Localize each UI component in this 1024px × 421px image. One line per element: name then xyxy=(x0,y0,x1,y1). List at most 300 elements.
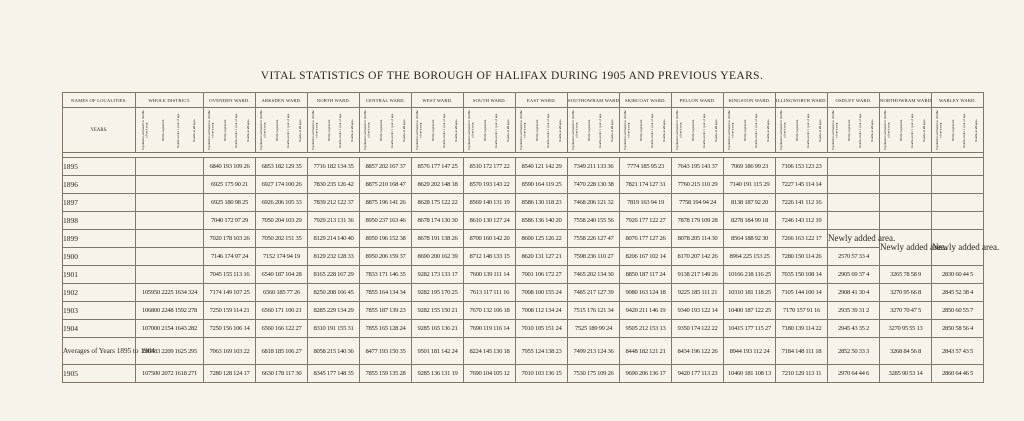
data-cell: 7250 156 106 14 xyxy=(204,320,256,338)
years-header: YEARS. xyxy=(63,108,136,153)
data-cell xyxy=(828,158,880,176)
data-cell: 2830 60 44 5 xyxy=(932,266,984,284)
ward-header: SKIRCOAT WARD. xyxy=(620,93,672,108)
data-cell: 7010 103 136 15 xyxy=(516,365,568,383)
data-cell: 9340 193 122 14 xyxy=(672,302,724,320)
column-label: Births registered. xyxy=(430,119,435,141)
data-cell: 7063 169 103 22 xyxy=(204,338,256,365)
column-label: Population estimated to middle of each year. xyxy=(571,110,579,150)
data-cell: 7515 176 121 34 xyxy=(568,302,620,320)
year-cell: 1897 xyxy=(63,194,136,212)
data-cell: 7266 163 122 17 xyxy=(776,230,828,248)
data-cell: 7210 129 113 11 xyxy=(776,365,828,383)
year-cell: 1904 xyxy=(63,320,136,338)
column-label: Births registered. xyxy=(898,119,903,141)
column-label: Population estimated to middle of each year. xyxy=(311,110,319,150)
column-label: Births registered. xyxy=(690,119,695,141)
column-label: Births registered. xyxy=(794,119,799,141)
data-cell: 7280 150 114 26 xyxy=(776,248,828,266)
data-cell: 10415 177 115 27 xyxy=(724,320,776,338)
data-cell: 6853 182 129 35 xyxy=(256,158,308,176)
ward-subheaders xyxy=(464,108,516,153)
data-cell: 8875 210 168 47 xyxy=(360,176,412,194)
table-row xyxy=(63,230,984,248)
ward-header: CENTRAL WARD. xyxy=(360,93,412,108)
data-cell: 6560 166 122 27 xyxy=(256,320,308,338)
data-cell: 7855 164 134 34 xyxy=(360,284,412,302)
data-cell: 6560 185 77 26 xyxy=(256,284,308,302)
column-label: Population estimated to middle of each year. xyxy=(467,110,475,150)
table-row xyxy=(63,320,984,338)
data-cell: 6540 187 104 28 xyxy=(256,266,308,284)
data-cell: 8576 177 147 25 xyxy=(412,158,464,176)
ward-header: NORTH WARD. xyxy=(308,93,360,108)
column-label: Population estimated to middle of each year. xyxy=(623,110,631,150)
column-label: Births registered. xyxy=(846,119,851,141)
data-cell: 8165 228 167 29 xyxy=(308,266,360,284)
data-cell: 7499 213 124 36 xyxy=(568,338,620,365)
data-cell: 6925 175 90 21 xyxy=(204,176,256,194)
ward-header: WEST WARD. xyxy=(412,93,464,108)
data-cell: 7140 191 115 29 xyxy=(724,176,776,194)
data-cell: 10310 181 118 25 xyxy=(724,284,776,302)
data-cell: 9138 217 149 26 xyxy=(672,266,724,284)
column-label: Population estimated to middle of each year. xyxy=(519,110,527,150)
data-cell: 9420 177 113 23 xyxy=(672,365,724,383)
ward-subheaders xyxy=(672,108,724,153)
data-cell: 6560 171 100 21 xyxy=(256,302,308,320)
data-cell: 2850 58 56 4 xyxy=(932,320,984,338)
data-cell: 8076 177 127 26 xyxy=(620,230,672,248)
data-cell: 7008 112 134 24 xyxy=(516,302,568,320)
data-cell: 7690 119 116 14 xyxy=(464,320,516,338)
data-cell: 8678 191 138 26 xyxy=(412,230,464,248)
vital-statistics-table xyxy=(62,92,1000,383)
column-label: Population estimated to middle of each year. xyxy=(207,110,215,150)
column-label: Deaths at all ages. xyxy=(402,118,407,142)
data-cell: 7069 186 99 23 xyxy=(724,158,776,176)
data-cell: 107000 2154 1643 282 xyxy=(136,320,204,338)
data-cell: 7020 178 103 26 xyxy=(204,230,256,248)
year-cell: 1898 xyxy=(63,212,136,230)
table-row xyxy=(63,338,984,365)
data-cell: 10166 218 116 25 xyxy=(724,266,776,284)
column-label: Births registered. xyxy=(742,119,747,141)
data-cell: 7280 128 124 17 xyxy=(204,365,256,383)
data-cell: 8310 191 155 31 xyxy=(308,320,360,338)
data-cell: 2843 57 43 5 xyxy=(932,338,984,365)
column-label: Population estimated to middle of each year. xyxy=(831,110,839,150)
ward-header: PELLON WARD. xyxy=(672,93,724,108)
data-cell: 7670 132 106 18 xyxy=(464,302,516,320)
column-label: Births registered. xyxy=(950,119,955,141)
column-label: Deaths under 1 year of age. xyxy=(286,112,291,148)
data-cell: 8569 140 131 19 xyxy=(464,194,516,212)
column-label: Deaths under 1 year of age. xyxy=(962,112,967,148)
column-label: Births registered. xyxy=(326,119,331,141)
year-cell: 1903 xyxy=(63,302,136,320)
data-cell: 8510 172 177 22 xyxy=(464,158,516,176)
data-cell: 6926 206 105 33 xyxy=(256,194,308,212)
data-cell: 7045 155 113 16 xyxy=(204,266,256,284)
ward-subheaders xyxy=(932,108,984,153)
data-cell: 7821 174 127 31 xyxy=(620,176,672,194)
data-cell: 9505 212 153 13 xyxy=(620,320,672,338)
data-cell: 8712 148 133 15 xyxy=(464,248,516,266)
data-cell: 7878 179 109 28 xyxy=(672,212,724,230)
data-cell: 2570 57 33 4 xyxy=(828,248,880,266)
column-label: Deaths under 1 year of age. xyxy=(650,112,655,148)
ward-header: SOUTH WARD. xyxy=(464,93,516,108)
data-cell xyxy=(136,212,204,230)
data-cell: 8058 215 140 36 xyxy=(308,338,360,365)
data-cell: 7558 226 127 47 xyxy=(568,230,620,248)
column-label: Births registered. xyxy=(274,119,279,141)
column-label: Deaths at all ages. xyxy=(974,118,979,142)
year-cell: 1905 xyxy=(63,365,136,383)
data-cell: 6840 193 109 26 xyxy=(204,158,256,176)
column-label: Births registered. xyxy=(222,119,227,141)
table-row xyxy=(63,266,984,284)
year-cell: 1895 xyxy=(63,158,136,176)
data-cell: 6818 185 106 27 xyxy=(256,338,308,365)
data-cell: 2852 50 33 3 xyxy=(828,338,880,365)
data-cell: 7106 153 123 23 xyxy=(776,158,828,176)
table-row xyxy=(63,176,984,194)
data-cell: 7929 213 131 36 xyxy=(308,212,360,230)
data-cell: 7855 159 135 28 xyxy=(360,365,412,383)
data-cell: 8586 136 140 20 xyxy=(516,212,568,230)
ward-subheaders xyxy=(828,108,880,153)
data-cell: 7485 217 127 39 xyxy=(568,284,620,302)
ward-subheaders xyxy=(620,108,672,153)
table-row xyxy=(63,158,984,176)
column-label: Deaths under 1 year of age. xyxy=(754,112,759,148)
data-cell xyxy=(136,266,204,284)
column-label: Deaths at all ages. xyxy=(558,118,563,142)
ward-subheaders xyxy=(880,108,932,153)
ward-subheaders xyxy=(568,108,620,153)
data-cell: 7152 174 94 19 xyxy=(256,248,308,266)
data-cell: 8590 164 119 25 xyxy=(516,176,568,194)
data-cell: 9501 181 142 24 xyxy=(412,338,464,365)
data-cell: 8620 131 127 21 xyxy=(516,248,568,266)
data-cell: 7774 185 95 23 xyxy=(620,158,672,176)
column-label: Population estimated to middle of each year. xyxy=(363,110,371,150)
data-cell: 7008 100 155 24 xyxy=(516,284,568,302)
data-cell: 106583 2209 1625 295 xyxy=(136,338,204,365)
data-cell: 3270 95 66 8 xyxy=(880,284,932,302)
data-cell: 7468 206 121 32 xyxy=(568,194,620,212)
localities-header: NAMES OF LOCALITIES. xyxy=(63,93,136,108)
ward-header: NORTHOWRAM WARD. xyxy=(880,93,932,108)
column-label: Deaths under 1 year of age. xyxy=(442,112,447,148)
column-label: Deaths at all ages. xyxy=(714,118,719,142)
data-cell: 7598 236 110 27 xyxy=(568,248,620,266)
column-label: Births registered. xyxy=(638,119,643,141)
subheader-row xyxy=(63,108,984,153)
data-cell: 7227 145 114 14 xyxy=(776,176,828,194)
data-cell: 8857 202 167 37 xyxy=(360,158,412,176)
data-cell: 105950 2225 1634 324 xyxy=(136,284,204,302)
column-label: Deaths at all ages. xyxy=(454,118,459,142)
column-label: Births registered. xyxy=(160,119,165,141)
data-cell: 8564 188 92 30 xyxy=(724,230,776,248)
data-cell: 7035 150 108 14 xyxy=(776,266,828,284)
column-label: Births registered. xyxy=(534,119,539,141)
data-cell: 8950 196 152 38 xyxy=(360,230,412,248)
data-cell: 8944 193 112 24 xyxy=(724,338,776,365)
data-cell: 8950 237 163 46 xyxy=(360,212,412,230)
data-cell xyxy=(828,194,880,212)
column-label: Deaths under 1 year of age. xyxy=(338,112,343,148)
data-cell: 6927 174 100 26 xyxy=(256,176,308,194)
data-cell: 7830 235 126 42 xyxy=(308,176,360,194)
data-cell: 2935 39 31 2 xyxy=(828,302,880,320)
column-label: Deaths at all ages. xyxy=(350,118,355,142)
column-label: Population estimated to middle of each year. xyxy=(883,110,891,150)
data-cell: 2845 52 38 4 xyxy=(932,284,984,302)
data-cell: 8345 177 148 35 xyxy=(308,365,360,383)
column-label: Deaths at all ages. xyxy=(506,118,511,142)
ward-header-row xyxy=(63,93,984,108)
column-label: Deaths under 1 year of age. xyxy=(390,112,395,148)
column-label: Births registered. xyxy=(482,119,487,141)
data-cell: 7530 175 109 26 xyxy=(568,365,620,383)
table-row xyxy=(63,248,984,266)
data-cell xyxy=(828,212,880,230)
ward-header: WHOLE DISTRICT. xyxy=(136,93,204,108)
year-cell: 1900 xyxy=(63,248,136,266)
data-cell xyxy=(880,158,932,176)
data-cell: 8875 196 141 26 xyxy=(360,194,412,212)
data-cell: 7465 202 134 30 xyxy=(568,266,620,284)
data-cell: 3268 84 56 8 xyxy=(880,338,932,365)
table-row xyxy=(63,302,984,320)
added-area-note: Newly added area. xyxy=(932,230,984,266)
data-cell: 7833 171 146 35 xyxy=(360,266,412,284)
data-cell: 7470 228 130 38 xyxy=(568,176,620,194)
data-cell xyxy=(880,194,932,212)
data-cell xyxy=(932,176,984,194)
data-cell: 8540 121 142 29 xyxy=(516,158,568,176)
data-cell: 8477 193 150 35 xyxy=(360,338,412,365)
data-cell: 7690 104 105 12 xyxy=(464,365,516,383)
column-label: Population estimated to middle of each year. xyxy=(141,110,149,150)
column-label: Deaths under 1 year of age. xyxy=(176,112,181,148)
ward-header: OSDLEY WARD. xyxy=(828,93,880,108)
data-cell: 7955 124 138 23 xyxy=(516,338,568,365)
column-label: Deaths at all ages. xyxy=(922,118,927,142)
column-label: Births registered. xyxy=(586,119,591,141)
table-row xyxy=(63,365,984,383)
data-cell: 7146 174 97 24 xyxy=(204,248,256,266)
ward-header: ARKSDEN WARD. xyxy=(256,93,308,108)
table-row xyxy=(63,284,984,302)
ward-subheaders xyxy=(724,108,776,153)
data-cell: 8950 206 159 37 xyxy=(360,248,412,266)
data-cell xyxy=(136,158,204,176)
data-cell: 107500 2072 1618 271 xyxy=(136,365,204,383)
column-label: Deaths at all ages. xyxy=(246,118,251,142)
data-cell: 7855 165 128 24 xyxy=(360,320,412,338)
data-cell: 10400 187 122 25 xyxy=(724,302,776,320)
data-cell: 106800 2248 1592 278 xyxy=(136,302,204,320)
data-cell: 7226 141 112 16 xyxy=(776,194,828,212)
data-cell: 8078 205 114 30 xyxy=(672,230,724,248)
column-label: Deaths under 1 year of age. xyxy=(858,112,863,148)
data-cell: 8850 187 117 24 xyxy=(620,266,672,284)
data-cell: 8129 214 140 40 xyxy=(308,230,360,248)
column-label: Population estimated to middle of each year. xyxy=(259,110,267,150)
data-cell: 7819 163 94 19 xyxy=(620,194,672,212)
column-label: Deaths at all ages. xyxy=(298,118,303,142)
column-label: Population estimated to middle of each year. xyxy=(779,110,787,150)
data-cell xyxy=(932,212,984,230)
data-cell: 8250 208 166 45 xyxy=(308,284,360,302)
data-cell: 2908 41 30 4 xyxy=(828,284,880,302)
data-cell: 3265 78 58 9 xyxy=(880,266,932,284)
data-cell: 6925 180 98 25 xyxy=(204,194,256,212)
ward-header: OVENDEN WARD. xyxy=(204,93,256,108)
data-cell: 7760 215 110 29 xyxy=(672,176,724,194)
table-title: VITAL STATISTICS OF THE BOROUGH OF HALIFAX DURING 1905 AND PREVIOUS YEARS. xyxy=(260,70,764,82)
year-cell: 1901 xyxy=(63,266,136,284)
data-cell: 7246 143 112 19 xyxy=(776,212,828,230)
ward-subheaders xyxy=(256,108,308,153)
ward-subheaders xyxy=(308,108,360,153)
data-cell xyxy=(136,194,204,212)
data-cell: 8206 167 102 14 xyxy=(620,248,672,266)
ward-subheaders xyxy=(204,108,256,153)
data-cell: 3270 95 55 13 xyxy=(880,320,932,338)
ward-subheaders xyxy=(412,108,464,153)
data-cell xyxy=(932,158,984,176)
data-cell: 9225 185 111 21 xyxy=(672,284,724,302)
ward-header: ILLINGWORTH WARD. xyxy=(776,93,828,108)
data-cell: 7558 240 155 56 xyxy=(568,212,620,230)
year-cell: Averages of Years 1895 to 1904 xyxy=(63,338,136,365)
column-label: Deaths at all ages. xyxy=(818,118,823,142)
data-cell: 7600 139 111 14 xyxy=(464,266,516,284)
column-label: Births registered. xyxy=(378,119,383,141)
column-label: Population estimated to middle of each year. xyxy=(675,110,683,150)
ward-subheaders xyxy=(136,108,204,153)
data-cell: 7174 149 107 25 xyxy=(204,284,256,302)
data-cell: 7170 157 91 16 xyxy=(776,302,828,320)
column-label: Deaths at all ages. xyxy=(870,118,875,142)
ward-header: WARLEY WARD. xyxy=(932,93,984,108)
data-cell: 9080 163 124 18 xyxy=(620,284,672,302)
data-cell: 8224 145 130 18 xyxy=(464,338,516,365)
data-cell: 7839 212 122 37 xyxy=(308,194,360,212)
data-cell: 3270 70 47 5 xyxy=(880,302,932,320)
data-cell: 8586 130 118 23 xyxy=(516,194,568,212)
data-cell: 2860 64 46 5 xyxy=(932,365,984,383)
data-cell: 8610 130 127 24 xyxy=(464,212,516,230)
data-cell: 7040 172 97 29 xyxy=(204,212,256,230)
data-cell: 8628 175 122 22 xyxy=(412,194,464,212)
year-cell: 1902 xyxy=(63,284,136,302)
data-cell: 8964 225 153 25 xyxy=(724,248,776,266)
data-cell: 10460 181 108 13 xyxy=(724,365,776,383)
column-label: Deaths under 1 year of age. xyxy=(806,112,811,148)
data-cell: 2905 69 37 4 xyxy=(828,266,880,284)
data-cell: 7180 139 114 22 xyxy=(776,320,828,338)
data-cell xyxy=(880,212,932,230)
data-cell xyxy=(136,230,204,248)
column-label: Deaths at all ages. xyxy=(662,118,667,142)
column-label: Deaths under 1 year of age. xyxy=(494,112,499,148)
column-label: Deaths at all ages. xyxy=(610,118,615,142)
column-label: Population estimated to middle of each year. xyxy=(727,110,735,150)
data-cell xyxy=(932,194,984,212)
data-cell xyxy=(136,248,204,266)
data-cell: 7758 194 94 24 xyxy=(672,194,724,212)
data-cell: 7050 204 103 29 xyxy=(256,212,308,230)
data-cell: 8600 125 126 22 xyxy=(516,230,568,248)
ward-header: KINGSTON WARD. xyxy=(724,93,776,108)
added-area-note: Newly added area. xyxy=(880,230,932,266)
data-cell: 9285 165 136 21 xyxy=(412,320,464,338)
ward-subheaders xyxy=(776,108,828,153)
data-cell: 6630 178 117 30 xyxy=(256,365,308,383)
data-cell: 8570 193 143 22 xyxy=(464,176,516,194)
data-cell: 2970 64 44 6 xyxy=(828,365,880,383)
data-cell xyxy=(136,176,204,194)
column-label: Population estimated to middle of each year. xyxy=(935,110,943,150)
ward-subheaders xyxy=(516,108,568,153)
data-cell: 8170 207 142 26 xyxy=(672,248,724,266)
year-cell: 1899 xyxy=(63,230,136,248)
data-cell: 8138 187 92 20 xyxy=(724,194,776,212)
column-label: Deaths at all ages. xyxy=(766,118,771,142)
column-label: Deaths under 1 year of age. xyxy=(546,112,551,148)
data-cell xyxy=(828,176,880,194)
data-cell: 7855 187 139 23 xyxy=(360,302,412,320)
column-label: Deaths at all ages. xyxy=(192,118,197,142)
year-cell: 1896 xyxy=(63,176,136,194)
data-cell: 3285 90 53 14 xyxy=(880,365,932,383)
data-cell: 8129 232 128 33 xyxy=(308,248,360,266)
data-cell: 8278 184 99 18 xyxy=(724,212,776,230)
ward-subheaders xyxy=(360,108,412,153)
ward-header: SOUTHOWRAM WARD. xyxy=(568,93,620,108)
column-label: Deaths under 1 year of age. xyxy=(910,112,915,148)
data-cell: 7010 105 151 24 xyxy=(516,320,568,338)
table-row xyxy=(63,212,984,230)
data-cell xyxy=(880,176,932,194)
data-cell: 7105 144 100 14 xyxy=(776,284,828,302)
data-cell: 7613 117 111 16 xyxy=(464,284,516,302)
data-cell: 8690 200 162 39 xyxy=(412,248,464,266)
data-cell: 9690 206 136 17 xyxy=(620,365,672,383)
data-cell: 9282 173 133 17 xyxy=(412,266,464,284)
added-area-note: Newly added area. xyxy=(828,230,880,248)
data-cell: 9420 211 146 19 xyxy=(620,302,672,320)
data-cell: 8448 182 121 21 xyxy=(620,338,672,365)
data-cell: 7184 148 111 18 xyxy=(776,338,828,365)
data-cell: 2945 43 35 2 xyxy=(828,320,880,338)
data-cell: 7643 195 143 37 xyxy=(672,158,724,176)
data-cell: 7349 211 133 36 xyxy=(568,158,620,176)
data-cell: 9350 174 122 22 xyxy=(672,320,724,338)
data-cell: 7525 189 99 24 xyxy=(568,320,620,338)
data-cell: 7050 202 151 35 xyxy=(256,230,308,248)
column-label: Population estimated to middle of each year. xyxy=(415,110,423,150)
data-cell: 8285 229 134 29 xyxy=(308,302,360,320)
data-cell: 9282 155 150 21 xyxy=(412,302,464,320)
